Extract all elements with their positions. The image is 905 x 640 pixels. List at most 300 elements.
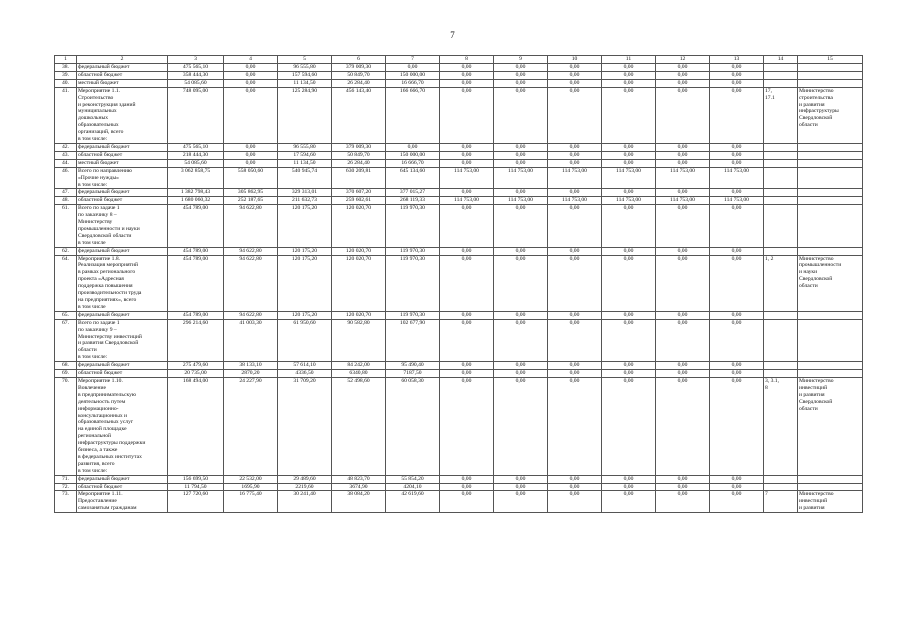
- row-value-col-6: 370 607,20: [332, 189, 386, 197]
- row-value-col-4: 0,00: [224, 151, 278, 159]
- row-description: областной бюджет: [77, 71, 168, 79]
- row-responsible: [798, 311, 863, 319]
- row-value-col-12: 0,00: [656, 189, 710, 197]
- row-value-col-12: 0,00: [656, 87, 710, 143]
- row-target-numbers: [764, 151, 798, 159]
- row-value-col-4: 94 622,80: [224, 255, 278, 311]
- row-value-col-10: 0,00: [548, 159, 602, 167]
- row-value-col-8: 0,00: [440, 483, 494, 491]
- row-value-col-8: 0,00: [440, 377, 494, 475]
- row-value-col-5: 329 313,01: [278, 189, 332, 197]
- row-number: 40.: [55, 79, 77, 87]
- row-target-numbers: [764, 205, 798, 247]
- row-value-col-10: 0,00: [548, 475, 602, 483]
- row-description: областной бюджет: [77, 197, 168, 205]
- row-value-col-13: 0,00: [710, 151, 764, 159]
- row-value-col-13: 114 753,00: [710, 197, 764, 205]
- row-number: 67.: [55, 319, 77, 361]
- row-value-col-12: 114 753,00: [656, 197, 710, 205]
- row-number: 43.: [55, 151, 77, 159]
- row-value-col-3: 1 680 060,32: [168, 197, 224, 205]
- row-value-col-6: 6340,80: [332, 370, 386, 378]
- row-value-col-7: 268 119,33: [386, 197, 440, 205]
- row-value-col-11: 0,00: [602, 71, 656, 79]
- row-value-col-12: 0,00: [656, 71, 710, 79]
- row-value-col-11: 0,00: [602, 377, 656, 475]
- row-number: 72.: [55, 483, 77, 491]
- row-number: 38.: [55, 64, 77, 72]
- column-header-13: 13: [710, 56, 764, 64]
- row-number: 48.: [55, 197, 77, 205]
- row-value-col-7: 16 666,70: [386, 159, 440, 167]
- row-responsible: Министерство инвестиций и развития: [798, 491, 863, 513]
- row-target-numbers: 17, 17.1: [764, 87, 798, 143]
- row-value-col-6: 120 020,70: [332, 247, 386, 255]
- row-value-col-9: 0,00: [494, 377, 548, 475]
- column-header-3: 3: [168, 56, 224, 64]
- row-value-col-8: 0,00: [440, 151, 494, 159]
- row-value-col-4: 94 622,80: [224, 205, 278, 247]
- row-value-col-5: 211 632,73: [278, 197, 332, 205]
- row-value-col-7: 0,00: [386, 64, 440, 72]
- row-value-col-10: 0,00: [548, 491, 602, 513]
- table-row: [55, 197, 863, 205]
- row-value-col-10: 0,00: [548, 255, 602, 311]
- row-value-col-9: 0,00: [494, 483, 548, 491]
- row-description: местный бюджет: [77, 79, 168, 87]
- page-number: 7: [450, 30, 455, 40]
- row-target-numbers: [764, 71, 798, 79]
- row-description: областной бюджет: [77, 370, 168, 378]
- row-value-col-9: 0,00: [494, 362, 548, 370]
- row-value-col-7: 150 000,00: [386, 71, 440, 79]
- table-row: [55, 483, 863, 491]
- row-value-col-5: 2219,60: [278, 483, 332, 491]
- row-value-col-9: 114 753,00: [494, 197, 548, 205]
- row-description: федеральный бюджет: [77, 247, 168, 255]
- table-row: [55, 491, 863, 513]
- row-value-col-10: 0,00: [548, 362, 602, 370]
- row-value-col-10: 0,00: [548, 377, 602, 475]
- row-value-col-6: 50 849,70: [332, 71, 386, 79]
- row-value-col-13: 0,00: [710, 362, 764, 370]
- row-value-col-3: 11 794,50: [168, 483, 224, 491]
- row-target-numbers: [764, 311, 798, 319]
- row-value-col-4: 94 622,80: [224, 247, 278, 255]
- row-value-col-7: 645 134,60: [386, 167, 440, 189]
- row-value-col-8: 0,00: [440, 189, 494, 197]
- row-description: федеральный бюджет: [77, 64, 168, 72]
- row-value-col-3: 20 735,00: [168, 370, 224, 378]
- row-responsible: [798, 64, 863, 72]
- row-value-col-11: 0,00: [602, 205, 656, 247]
- row-value-col-10: 0,00: [548, 205, 602, 247]
- row-responsible: [798, 475, 863, 483]
- row-value-col-9: 0,00: [494, 71, 548, 79]
- row-responsible: [798, 319, 863, 361]
- column-header-15: 15: [798, 56, 863, 64]
- table-row: [55, 87, 863, 143]
- row-target-numbers: [764, 79, 798, 87]
- row-target-numbers: [764, 247, 798, 255]
- table-row: [55, 311, 863, 319]
- column-header-11: 11: [602, 56, 656, 64]
- row-value-col-11: 0,00: [602, 311, 656, 319]
- row-value-col-11: 0,00: [602, 475, 656, 483]
- row-description: местный бюджет: [77, 159, 168, 167]
- row-value-col-3: 54 085,60: [168, 79, 224, 87]
- row-responsible: [798, 189, 863, 197]
- row-value-col-11: 0,00: [602, 319, 656, 361]
- row-value-col-8: 0,00: [440, 205, 494, 247]
- row-value-col-4: 0,00: [224, 71, 278, 79]
- row-target-numbers: [764, 64, 798, 72]
- column-header-1: 1: [55, 56, 77, 64]
- column-header-4: 4: [224, 56, 278, 64]
- row-value-col-4: 22 532,00: [224, 475, 278, 483]
- table-row: [55, 319, 863, 361]
- row-value-col-5: 125 284,90: [278, 87, 332, 143]
- row-value-col-12: 0,00: [656, 255, 710, 311]
- row-value-col-3: 168 494,00: [168, 377, 224, 475]
- row-value-col-4: 305 862,95: [224, 189, 278, 197]
- row-value-col-6: 52 498,60: [332, 377, 386, 475]
- row-value-col-12: 0,00: [656, 64, 710, 72]
- row-value-col-9: 0,00: [494, 475, 548, 483]
- row-value-col-5: 120 175,20: [278, 205, 332, 247]
- row-value-col-3: 296 214,60: [168, 319, 224, 361]
- row-value-col-8: 0,00: [440, 311, 494, 319]
- row-value-col-10: 114 753,00: [548, 167, 602, 189]
- row-number: 41.: [55, 87, 77, 143]
- column-header-12: 12: [656, 56, 710, 64]
- row-number: 70.: [55, 377, 77, 475]
- row-target-numbers: [764, 143, 798, 151]
- row-value-col-4: 558 050,60: [224, 167, 278, 189]
- row-responsible: [798, 79, 863, 87]
- row-value-col-10: 0,00: [548, 311, 602, 319]
- row-value-col-3: 475 565,10: [168, 64, 224, 72]
- row-value-col-8: 0,00: [440, 159, 494, 167]
- row-value-col-8: 0,00: [440, 71, 494, 79]
- row-number: 71.: [55, 475, 77, 483]
- row-value-col-12: 0,00: [656, 319, 710, 361]
- column-header-14: 14: [764, 56, 798, 64]
- row-value-col-5: 31 709,20: [278, 377, 332, 475]
- table-row: [55, 255, 863, 311]
- row-value-col-13: 0,00: [710, 311, 764, 319]
- table-row: [55, 475, 863, 483]
- row-value-col-13: 0,00: [710, 87, 764, 143]
- row-value-col-9: 0,00: [494, 87, 548, 143]
- row-value-col-6: 120 020,70: [332, 205, 386, 247]
- row-value-col-7: 7187,50: [386, 370, 440, 378]
- table-row: [55, 370, 863, 378]
- row-value-col-13: 0,00: [710, 64, 764, 72]
- row-value-col-6: 26 284,40: [332, 159, 386, 167]
- row-value-col-12: 0,00: [656, 483, 710, 491]
- row-value-col-5: 120 175,20: [278, 255, 332, 311]
- row-target-numbers: 7: [764, 491, 798, 513]
- row-description: Мероприятие 1.8. Реализация мероприятий в рамках регионального проекта «Адресная поддержка повышения производительности труда на предприятиях», всего в том числе: [77, 255, 168, 311]
- row-value-col-12: 0,00: [656, 370, 710, 378]
- table-row: [55, 151, 863, 159]
- row-value-col-3: 358 444,30: [168, 71, 224, 79]
- row-value-col-13: 0,00: [710, 79, 764, 87]
- row-value-col-8: 0,00: [440, 362, 494, 370]
- row-value-col-7: 119 970,30: [386, 205, 440, 247]
- column-header-7: 7: [386, 56, 440, 64]
- row-responsible: Министерство строительства и развития инфраструктуры Свердловской области: [798, 87, 863, 143]
- row-value-col-8: 0,00: [440, 143, 494, 151]
- row-value-col-13: 0,00: [710, 143, 764, 151]
- row-value-col-12: 0,00: [656, 311, 710, 319]
- row-value-col-13: 0,00: [710, 370, 764, 378]
- row-value-col-8: 0,00: [440, 370, 494, 378]
- row-value-col-6: 26 284,40: [332, 79, 386, 87]
- row-target-numbers: [764, 189, 798, 197]
- row-value-col-11: 0,00: [602, 491, 656, 513]
- row-value-col-3: 127 720,60: [168, 491, 224, 513]
- row-value-col-3: 454 789,00: [168, 205, 224, 247]
- row-value-col-11: 114 753,00: [602, 167, 656, 189]
- table-row: [55, 167, 863, 189]
- row-value-col-6: 3674,90: [332, 483, 386, 491]
- row-number: 42.: [55, 143, 77, 151]
- row-value-col-6: 48 823,70: [332, 475, 386, 483]
- row-value-col-12: 0,00: [656, 475, 710, 483]
- row-value-col-11: 114 753,00: [602, 197, 656, 205]
- row-value-col-3: 3 062 858,75: [168, 167, 224, 189]
- row-value-col-9: 0,00: [494, 64, 548, 72]
- column-header-8: 8: [440, 56, 494, 64]
- row-value-col-12: 0,00: [656, 159, 710, 167]
- row-value-col-4: 0,00: [224, 143, 278, 151]
- row-value-col-9: 0,00: [494, 159, 548, 167]
- row-value-col-4: 0,00: [224, 87, 278, 143]
- row-value-col-4: 252 187,65: [224, 197, 278, 205]
- row-value-col-10: 0,00: [548, 483, 602, 491]
- row-value-col-3: 1 382 798,43: [168, 189, 224, 197]
- row-responsible: [798, 151, 863, 159]
- row-value-col-13: 0,00: [710, 189, 764, 197]
- row-value-col-8: 114 753,00: [440, 197, 494, 205]
- row-target-numbers: [764, 483, 798, 491]
- row-description: федеральный бюджет: [77, 143, 168, 151]
- row-value-col-3: 454 789,00: [168, 247, 224, 255]
- row-value-col-8: 0,00: [440, 475, 494, 483]
- row-value-col-5: 57 614,10: [278, 362, 332, 370]
- row-value-col-10: 0,00: [548, 319, 602, 361]
- table-row: [55, 189, 863, 197]
- table-row: [55, 377, 863, 475]
- row-value-col-9: 0,00: [494, 311, 548, 319]
- row-value-col-4: 24 227,90: [224, 377, 278, 475]
- row-value-col-10: 0,00: [548, 87, 602, 143]
- row-responsible: [798, 362, 863, 370]
- row-value-col-5: 96 555,80: [278, 64, 332, 72]
- row-value-col-7: 166 666,70: [386, 87, 440, 143]
- row-number: 46.: [55, 167, 77, 189]
- row-value-col-7: 42 619,60: [386, 491, 440, 513]
- row-value-col-7: 119 970,30: [386, 311, 440, 319]
- row-value-col-13: 0,00: [710, 255, 764, 311]
- row-value-col-5: 120 175,20: [278, 311, 332, 319]
- row-value-col-7: 102 677,90: [386, 319, 440, 361]
- row-responsible: [798, 167, 863, 189]
- row-description: областной бюджет: [77, 483, 168, 491]
- row-value-col-3: 454 789,00: [168, 255, 224, 311]
- row-value-col-11: 0,00: [602, 159, 656, 167]
- row-value-col-12: 0,00: [656, 247, 710, 255]
- row-value-col-9: 0,00: [494, 319, 548, 361]
- row-description: федеральный бюджет: [77, 362, 168, 370]
- row-value-col-11: 0,00: [602, 362, 656, 370]
- row-description: федеральный бюджет: [77, 311, 168, 319]
- row-value-col-8: 0,00: [440, 79, 494, 87]
- row-value-col-9: 0,00: [494, 79, 548, 87]
- row-value-col-13: 0,00: [710, 247, 764, 255]
- row-value-col-6: 90 582,80: [332, 319, 386, 361]
- row-value-col-6: 84 242,00: [332, 362, 386, 370]
- row-value-col-10: 0,00: [548, 79, 602, 87]
- row-description: Всего по задаче 1 по заказчику 9 – Министерству инвестиций и развития Свердловской области в том числе:: [77, 319, 168, 361]
- row-value-col-6: 259 602,61: [332, 197, 386, 205]
- row-value-col-7: 4204,10: [386, 483, 440, 491]
- row-number: 69.: [55, 370, 77, 378]
- row-number: 68.: [55, 362, 77, 370]
- row-description: Мероприятие 1.11. Предоставление самозанятым гражданам: [77, 491, 168, 513]
- row-value-col-7: 95 490,40: [386, 362, 440, 370]
- row-value-col-11: 0,00: [602, 483, 656, 491]
- row-responsible: [798, 197, 863, 205]
- row-value-col-6: 630 209,81: [332, 167, 386, 189]
- row-value-col-10: 114 753,00: [548, 197, 602, 205]
- table-row: [55, 247, 863, 255]
- row-target-numbers: [764, 362, 798, 370]
- row-value-col-13: 0,00: [710, 205, 764, 247]
- row-value-col-13: 0,00: [710, 491, 764, 513]
- row-value-col-11: 0,00: [602, 79, 656, 87]
- row-value-col-13: 0,00: [710, 319, 764, 361]
- row-value-col-9: 0,00: [494, 143, 548, 151]
- row-value-col-3: 475 565,10: [168, 143, 224, 151]
- row-number: 47.: [55, 189, 77, 197]
- row-value-col-9: 0,00: [494, 255, 548, 311]
- row-number: 65.: [55, 311, 77, 319]
- row-value-col-13: 0,00: [710, 159, 764, 167]
- table-row: [55, 71, 863, 79]
- table-row: [55, 64, 863, 72]
- row-value-col-12: 0,00: [656, 205, 710, 247]
- row-responsible: Министерство промышленности и науки Свердловской области: [798, 255, 863, 311]
- row-target-numbers: [764, 319, 798, 361]
- row-value-col-8: 0,00: [440, 64, 494, 72]
- table-row: [55, 362, 863, 370]
- row-value-col-3: 218 444,30: [168, 151, 224, 159]
- row-value-col-10: 0,00: [548, 64, 602, 72]
- row-value-col-8: 0,00: [440, 87, 494, 143]
- row-value-col-10: 0,00: [548, 151, 602, 159]
- row-value-col-8: 0,00: [440, 247, 494, 255]
- row-value-col-11: 0,00: [602, 151, 656, 159]
- row-value-col-5: 61 950,60: [278, 319, 332, 361]
- row-value-col-13: 0,00: [710, 377, 764, 475]
- row-value-col-4: 0,00: [224, 64, 278, 72]
- column-header-2: 2: [77, 56, 168, 64]
- row-value-col-13: 114 753,00: [710, 167, 764, 189]
- row-responsible: [798, 71, 863, 79]
- row-value-col-7: 60 058,30: [386, 377, 440, 475]
- row-value-col-5: 540 945,74: [278, 167, 332, 189]
- row-value-col-11: 0,00: [602, 255, 656, 311]
- row-value-col-5: 30 241,40: [278, 491, 332, 513]
- row-target-numbers: [764, 167, 798, 189]
- row-value-col-3: 156 699,50: [168, 475, 224, 483]
- row-value-col-11: 0,00: [602, 64, 656, 72]
- row-value-col-4: 0,00: [224, 79, 278, 87]
- row-value-col-9: 0,00: [494, 491, 548, 513]
- row-target-numbers: [764, 159, 798, 167]
- column-header-5: 5: [278, 56, 332, 64]
- row-responsible: [798, 370, 863, 378]
- row-value-col-3: 454 789,00: [168, 311, 224, 319]
- row-target-numbers: 1, 2: [764, 255, 798, 311]
- row-value-col-6: 120 020,70: [332, 311, 386, 319]
- row-responsible: [798, 483, 863, 491]
- row-value-col-4: 16 775,40: [224, 491, 278, 513]
- row-value-col-13: 0,00: [710, 475, 764, 483]
- row-value-col-4: 94 622,80: [224, 311, 278, 319]
- row-responsible: [798, 205, 863, 247]
- row-number: 44.: [55, 159, 77, 167]
- row-value-col-8: 0,00: [440, 255, 494, 311]
- row-value-col-6: 379 009,30: [332, 143, 386, 151]
- row-description: федеральный бюджет: [77, 475, 168, 483]
- row-value-col-7: 119 970,30: [386, 247, 440, 255]
- column-header-9: 9: [494, 56, 548, 64]
- row-value-col-3: 54 085,60: [168, 159, 224, 167]
- row-value-col-5: 29 489,60: [278, 475, 332, 483]
- row-value-col-6: 456 143,40: [332, 87, 386, 143]
- row-description: областной бюджет: [77, 151, 168, 159]
- row-value-col-11: 0,00: [602, 143, 656, 151]
- row-responsible: [798, 159, 863, 167]
- row-responsible: [798, 247, 863, 255]
- table-row: [55, 79, 863, 87]
- row-value-col-11: 0,00: [602, 189, 656, 197]
- row-value-col-3: 275 479,60: [168, 362, 224, 370]
- row-value-col-12: 0,00: [656, 362, 710, 370]
- row-value-col-13: 0,00: [710, 71, 764, 79]
- row-value-col-9: 0,00: [494, 189, 548, 197]
- row-value-col-5: 11 134,50: [278, 79, 332, 87]
- row-value-col-12: 0,00: [656, 377, 710, 475]
- row-value-col-9: 0,00: [494, 370, 548, 378]
- table-row: [55, 143, 863, 151]
- row-value-col-6: 120 020,70: [332, 255, 386, 311]
- row-value-col-9: 0,00: [494, 151, 548, 159]
- row-value-col-7: 55 854,20: [386, 475, 440, 483]
- row-value-col-6: 379 009,30: [332, 64, 386, 72]
- row-value-col-9: 0,00: [494, 205, 548, 247]
- row-number: 64.: [55, 255, 77, 311]
- column-header-10: 10: [548, 56, 602, 64]
- row-value-col-4: 1695,90: [224, 483, 278, 491]
- row-value-col-5: 11 134,50: [278, 159, 332, 167]
- table-row: [55, 159, 863, 167]
- table-row: [55, 205, 863, 247]
